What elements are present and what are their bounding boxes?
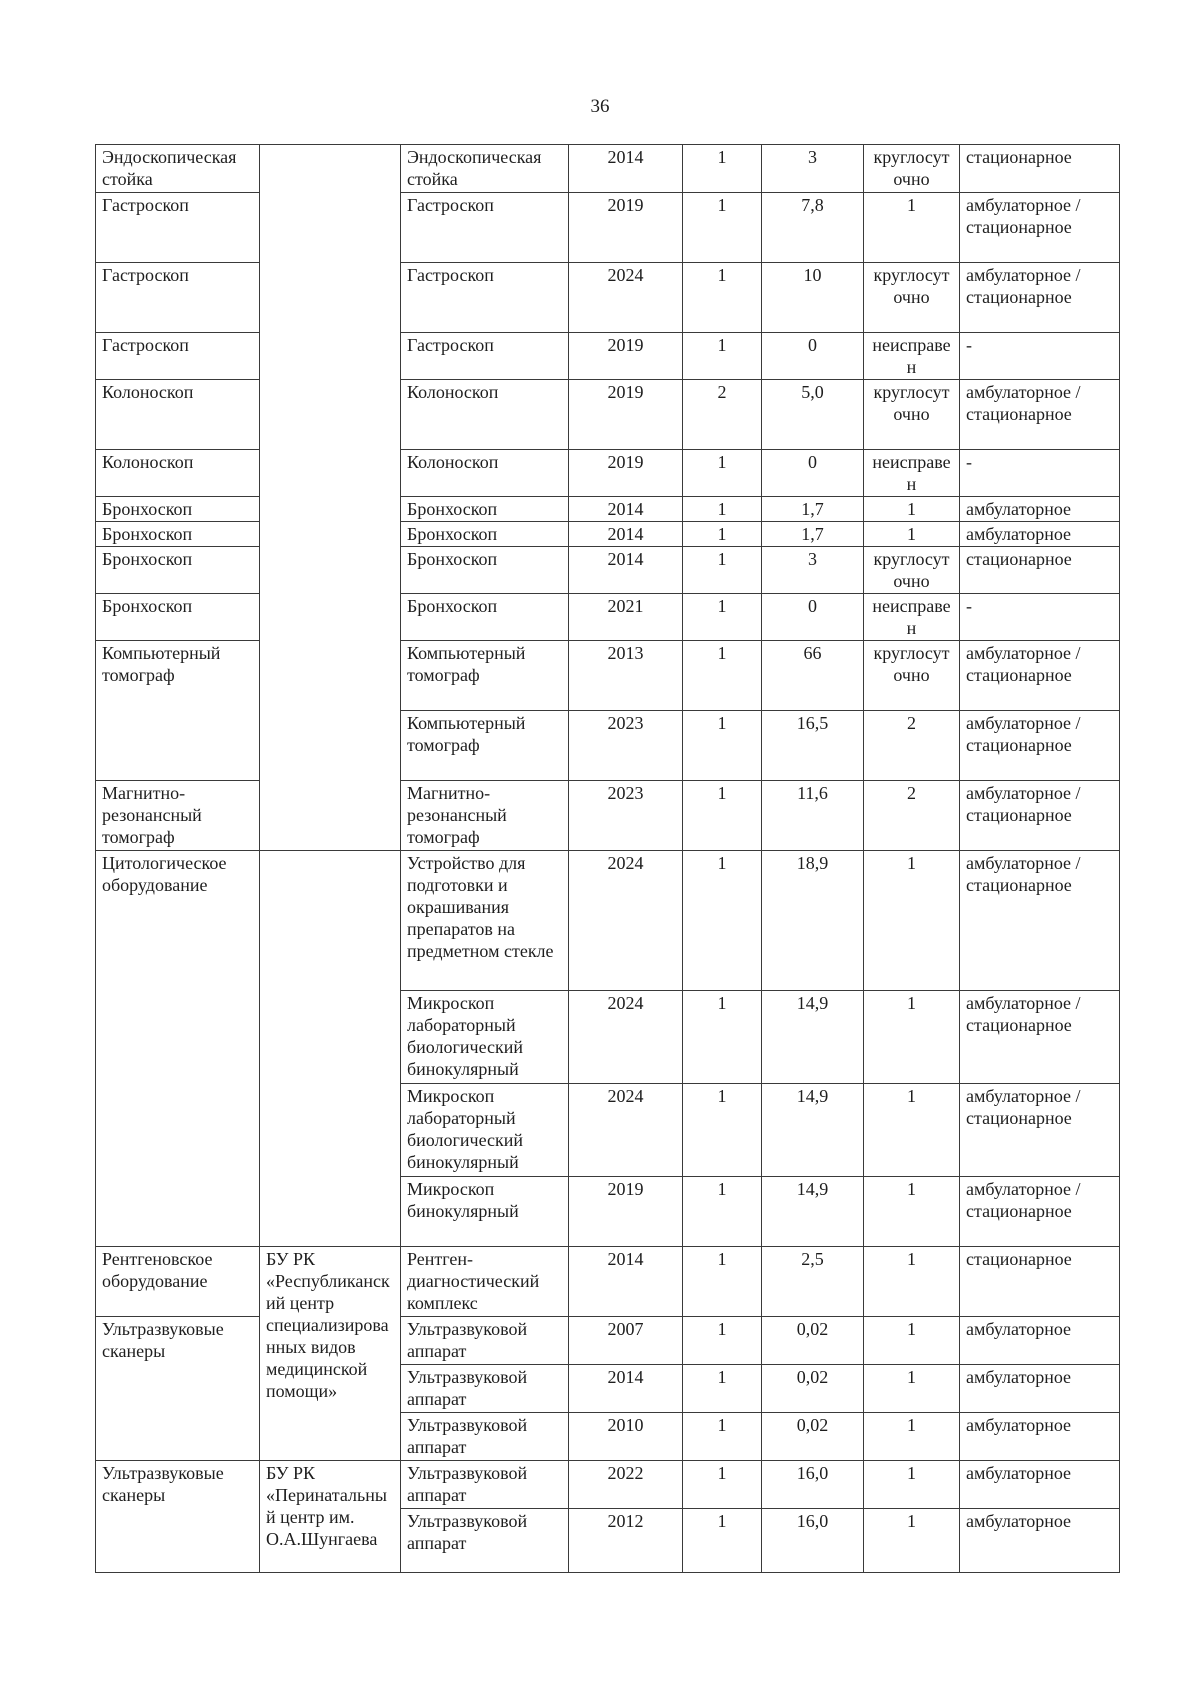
cell-year: 2023 bbox=[569, 711, 683, 781]
cell-name: Бронхоскоп bbox=[401, 547, 569, 594]
cell-name: Колоноскоп bbox=[401, 380, 569, 450]
cell-group: Рентгеновское оборудование bbox=[96, 1247, 260, 1317]
cell-group: Гастроскоп bbox=[96, 333, 260, 380]
cell-mode: амбулаторное bbox=[960, 497, 1120, 522]
table-row bbox=[96, 781, 1120, 851]
table-row bbox=[96, 193, 1120, 263]
cell-qty: 1 bbox=[683, 193, 762, 263]
table-row bbox=[96, 380, 1120, 450]
cell-shift: 1 bbox=[864, 1177, 960, 1247]
cell-shift: 1 bbox=[864, 1365, 960, 1413]
cell-qty: 1 bbox=[683, 991, 762, 1084]
cell-name: Рентген-диагностический комплекс bbox=[401, 1247, 569, 1317]
cell-year: 2019 bbox=[569, 380, 683, 450]
cell-mode: амбулаторное / стационарное bbox=[960, 991, 1120, 1084]
cell-name: Бронхоскоп bbox=[401, 594, 569, 641]
cell-mode: амбулаторное / стационарное bbox=[960, 711, 1120, 781]
cell-qty: 1 bbox=[683, 333, 762, 380]
cell-shift: 1 bbox=[864, 497, 960, 522]
cell-shift: 1 bbox=[864, 1247, 960, 1317]
cell-mode: амбулаторное / стационарное bbox=[960, 263, 1120, 333]
cell-name: Гастроскоп bbox=[401, 333, 569, 380]
cell-name: Колоноскоп bbox=[401, 450, 569, 497]
cell-name: Микроскоп лабораторный биологический бинокулярный bbox=[401, 1084, 569, 1177]
cell-shift: 1 bbox=[864, 991, 960, 1084]
cell-load: 0 bbox=[762, 333, 864, 380]
cell-group: Бронхоскоп bbox=[96, 594, 260, 641]
cell-year: 2013 bbox=[569, 641, 683, 711]
cell-mode: - bbox=[960, 594, 1120, 641]
cell-mode: амбулаторное / стационарное bbox=[960, 380, 1120, 450]
cell-shift: 1 bbox=[864, 1509, 960, 1573]
cell-year: 2024 bbox=[569, 263, 683, 333]
cell-load: 16,0 bbox=[762, 1461, 864, 1509]
cell-group: Цитологическое оборудование bbox=[96, 851, 260, 1247]
cell-shift: неисправен bbox=[864, 594, 960, 641]
cell-name: Ультразвуковой аппарат bbox=[401, 1317, 569, 1365]
cell-mode: - bbox=[960, 333, 1120, 380]
cell-shift: 1 bbox=[864, 193, 960, 263]
cell-qty: 1 bbox=[683, 641, 762, 711]
cell-qty: 1 bbox=[683, 781, 762, 851]
cell-qty: 2 bbox=[683, 380, 762, 450]
cell-year: 2024 bbox=[569, 991, 683, 1084]
table-row bbox=[96, 522, 1120, 547]
cell-load: 5,0 bbox=[762, 380, 864, 450]
cell-qty: 1 bbox=[683, 547, 762, 594]
cell-qty: 1 bbox=[683, 263, 762, 333]
cell-shift: 1 bbox=[864, 1413, 960, 1461]
cell-mode: амбулаторное bbox=[960, 1509, 1120, 1573]
cell-qty: 1 bbox=[683, 851, 762, 991]
cell-name: Ультразвуковой аппарат bbox=[401, 1509, 569, 1573]
cell-qty: 1 bbox=[683, 1509, 762, 1573]
cell-qty: 1 bbox=[683, 594, 762, 641]
cell-qty: 1 bbox=[683, 450, 762, 497]
cell-year: 2007 bbox=[569, 1317, 683, 1365]
cell-year: 2019 bbox=[569, 1177, 683, 1247]
cell-load: 66 bbox=[762, 641, 864, 711]
table-row bbox=[96, 547, 1120, 594]
cell-group: Колоноскоп bbox=[96, 450, 260, 497]
cell-load: 0 bbox=[762, 450, 864, 497]
cell-load: 0 bbox=[762, 594, 864, 641]
cell-group: Магнитно-резонансный томограф bbox=[96, 781, 260, 851]
cell-mode: амбулаторное bbox=[960, 1317, 1120, 1365]
cell-year: 2021 bbox=[569, 594, 683, 641]
cell-year: 2024 bbox=[569, 1084, 683, 1177]
cell-load: 1,7 bbox=[762, 522, 864, 547]
cell-qty: 1 bbox=[683, 711, 762, 781]
cell-shift: неисправен bbox=[864, 333, 960, 380]
cell-group: Колоноскоп bbox=[96, 380, 260, 450]
cell-shift: круглосуточно bbox=[864, 641, 960, 711]
cell-load: 3 bbox=[762, 547, 864, 594]
cell-mode: амбулаторное / стационарное bbox=[960, 1084, 1120, 1177]
cell-qty: 1 bbox=[683, 522, 762, 547]
cell-group: Бронхоскоп bbox=[96, 497, 260, 522]
cell-shift: 2 bbox=[864, 711, 960, 781]
table-row bbox=[96, 641, 1120, 711]
cell-year: 2019 bbox=[569, 450, 683, 497]
cell-year: 2019 bbox=[569, 193, 683, 263]
cell-load: 11,6 bbox=[762, 781, 864, 851]
cell-year: 2010 bbox=[569, 1413, 683, 1461]
cell-load: 0,02 bbox=[762, 1317, 864, 1365]
cell-group: Компьютерный томограф bbox=[96, 641, 260, 781]
cell-mode: стационарное bbox=[960, 145, 1120, 193]
cell-load: 0,02 bbox=[762, 1365, 864, 1413]
cell-name: Устройство для подготовки и окрашивания препаратов на предметном стекле bbox=[401, 851, 569, 991]
cell-organization-empty bbox=[260, 145, 401, 851]
cell-year: 2014 bbox=[569, 547, 683, 594]
cell-mode: стационарное bbox=[960, 547, 1120, 594]
cell-load: 16,5 bbox=[762, 711, 864, 781]
cell-qty: 1 bbox=[683, 1177, 762, 1247]
table-row bbox=[96, 851, 1120, 991]
cell-name: Компьютерный томограф bbox=[401, 641, 569, 711]
cell-qty: 1 bbox=[683, 1247, 762, 1317]
cell-mode: амбулаторное bbox=[960, 1413, 1120, 1461]
cell-load: 10 bbox=[762, 263, 864, 333]
cell-load: 14,9 bbox=[762, 991, 864, 1084]
cell-year: 2014 bbox=[569, 497, 683, 522]
cell-mode: амбулаторное / стационарное bbox=[960, 781, 1120, 851]
table-row bbox=[96, 450, 1120, 497]
cell-group: Бронхоскоп bbox=[96, 547, 260, 594]
cell-mode: амбулаторное bbox=[960, 522, 1120, 547]
cell-year: 2014 bbox=[569, 1365, 683, 1413]
cell-name: Гастроскоп bbox=[401, 193, 569, 263]
cell-load: 3 bbox=[762, 145, 864, 193]
cell-mode: - bbox=[960, 450, 1120, 497]
cell-name: Бронхоскоп bbox=[401, 522, 569, 547]
cell-shift: круглосуточно bbox=[864, 547, 960, 594]
cell-name: Микроскоп лабораторный биологический бинокулярный bbox=[401, 991, 569, 1084]
cell-shift: 1 bbox=[864, 1084, 960, 1177]
cell-shift: 1 bbox=[864, 522, 960, 547]
cell-year: 2014 bbox=[569, 145, 683, 193]
cell-group: Гастроскоп bbox=[96, 263, 260, 333]
cell-qty: 1 bbox=[683, 145, 762, 193]
cell-organization-empty bbox=[260, 851, 401, 1247]
cell-name: Ультразвуковой аппарат bbox=[401, 1365, 569, 1413]
cell-group: Гастроскоп bbox=[96, 193, 260, 263]
cell-mode: амбулаторное bbox=[960, 1461, 1120, 1509]
table-row bbox=[96, 594, 1120, 641]
cell-load: 16,0 bbox=[762, 1509, 864, 1573]
cell-shift: 1 bbox=[864, 851, 960, 991]
cell-name: Магнитно-резонансный томограф bbox=[401, 781, 569, 851]
cell-mode: амбулаторное / стационарное bbox=[960, 851, 1120, 991]
table-row bbox=[96, 1461, 1120, 1509]
table-row bbox=[96, 497, 1120, 522]
cell-year: 2019 bbox=[569, 333, 683, 380]
cell-name: Бронхоскоп bbox=[401, 497, 569, 522]
cell-shift: 1 bbox=[864, 1317, 960, 1365]
cell-year: 2012 bbox=[569, 1509, 683, 1573]
equipment-table bbox=[95, 144, 1120, 1573]
cell-group: Эндоскопическая стойка bbox=[96, 145, 260, 193]
cell-load: 18,9 bbox=[762, 851, 864, 991]
cell-load: 0,02 bbox=[762, 1413, 864, 1461]
cell-year: 2022 bbox=[569, 1461, 683, 1509]
cell-mode: амбулаторное / стационарное bbox=[960, 193, 1120, 263]
cell-group: Ультразвуковые сканеры bbox=[96, 1317, 260, 1461]
cell-load: 7,8 bbox=[762, 193, 864, 263]
cell-organization: БУ РК «Перинатальный центр им. О.А.Шунгаева bbox=[260, 1461, 401, 1573]
table-row bbox=[96, 1247, 1120, 1317]
cell-year: 2024 bbox=[569, 851, 683, 991]
cell-load: 1,7 bbox=[762, 497, 864, 522]
cell-name: Гастроскоп bbox=[401, 263, 569, 333]
table-row bbox=[96, 1317, 1120, 1365]
cell-year: 2014 bbox=[569, 522, 683, 547]
cell-load: 14,9 bbox=[762, 1177, 864, 1247]
cell-name: Микроскоп бинокулярный bbox=[401, 1177, 569, 1247]
cell-qty: 1 bbox=[683, 1084, 762, 1177]
table-row bbox=[96, 145, 1120, 193]
cell-name: Эндоскопическая стойка bbox=[401, 145, 569, 193]
cell-shift: 1 bbox=[864, 1461, 960, 1509]
table-row bbox=[96, 263, 1120, 333]
table-row bbox=[96, 333, 1120, 380]
cell-year: 2023 bbox=[569, 781, 683, 851]
cell-mode: амбулаторное / стационарное bbox=[960, 641, 1120, 711]
cell-name: Ультразвуковой аппарат bbox=[401, 1461, 569, 1509]
cell-mode: амбулаторное bbox=[960, 1365, 1120, 1413]
cell-qty: 1 bbox=[683, 1461, 762, 1509]
cell-qty: 1 bbox=[683, 1317, 762, 1365]
cell-shift: неисправен bbox=[864, 450, 960, 497]
cell-qty: 1 bbox=[683, 1413, 762, 1461]
cell-name: Компьютерный томограф bbox=[401, 711, 569, 781]
cell-group: Бронхоскоп bbox=[96, 522, 260, 547]
cell-organization: БУ РК «Республиканский центр специализированных видов медицинской помощи» bbox=[260, 1247, 401, 1461]
cell-year: 2014 bbox=[569, 1247, 683, 1317]
cell-mode: стационарное bbox=[960, 1247, 1120, 1317]
cell-mode: амбулаторное / стационарное bbox=[960, 1177, 1120, 1247]
cell-shift: круглосуточно bbox=[864, 263, 960, 333]
cell-shift: 2 bbox=[864, 781, 960, 851]
cell-group: Ультразвуковые сканеры bbox=[96, 1461, 260, 1573]
page-number: 36 bbox=[590, 96, 610, 117]
cell-name: Ультразвуковой аппарат bbox=[401, 1413, 569, 1461]
cell-load: 2,5 bbox=[762, 1247, 864, 1317]
cell-load: 14,9 bbox=[762, 1084, 864, 1177]
cell-shift: круглосуточно bbox=[864, 145, 960, 193]
cell-shift: круглосуточно bbox=[864, 380, 960, 450]
cell-qty: 1 bbox=[683, 497, 762, 522]
cell-qty: 1 bbox=[683, 1365, 762, 1413]
